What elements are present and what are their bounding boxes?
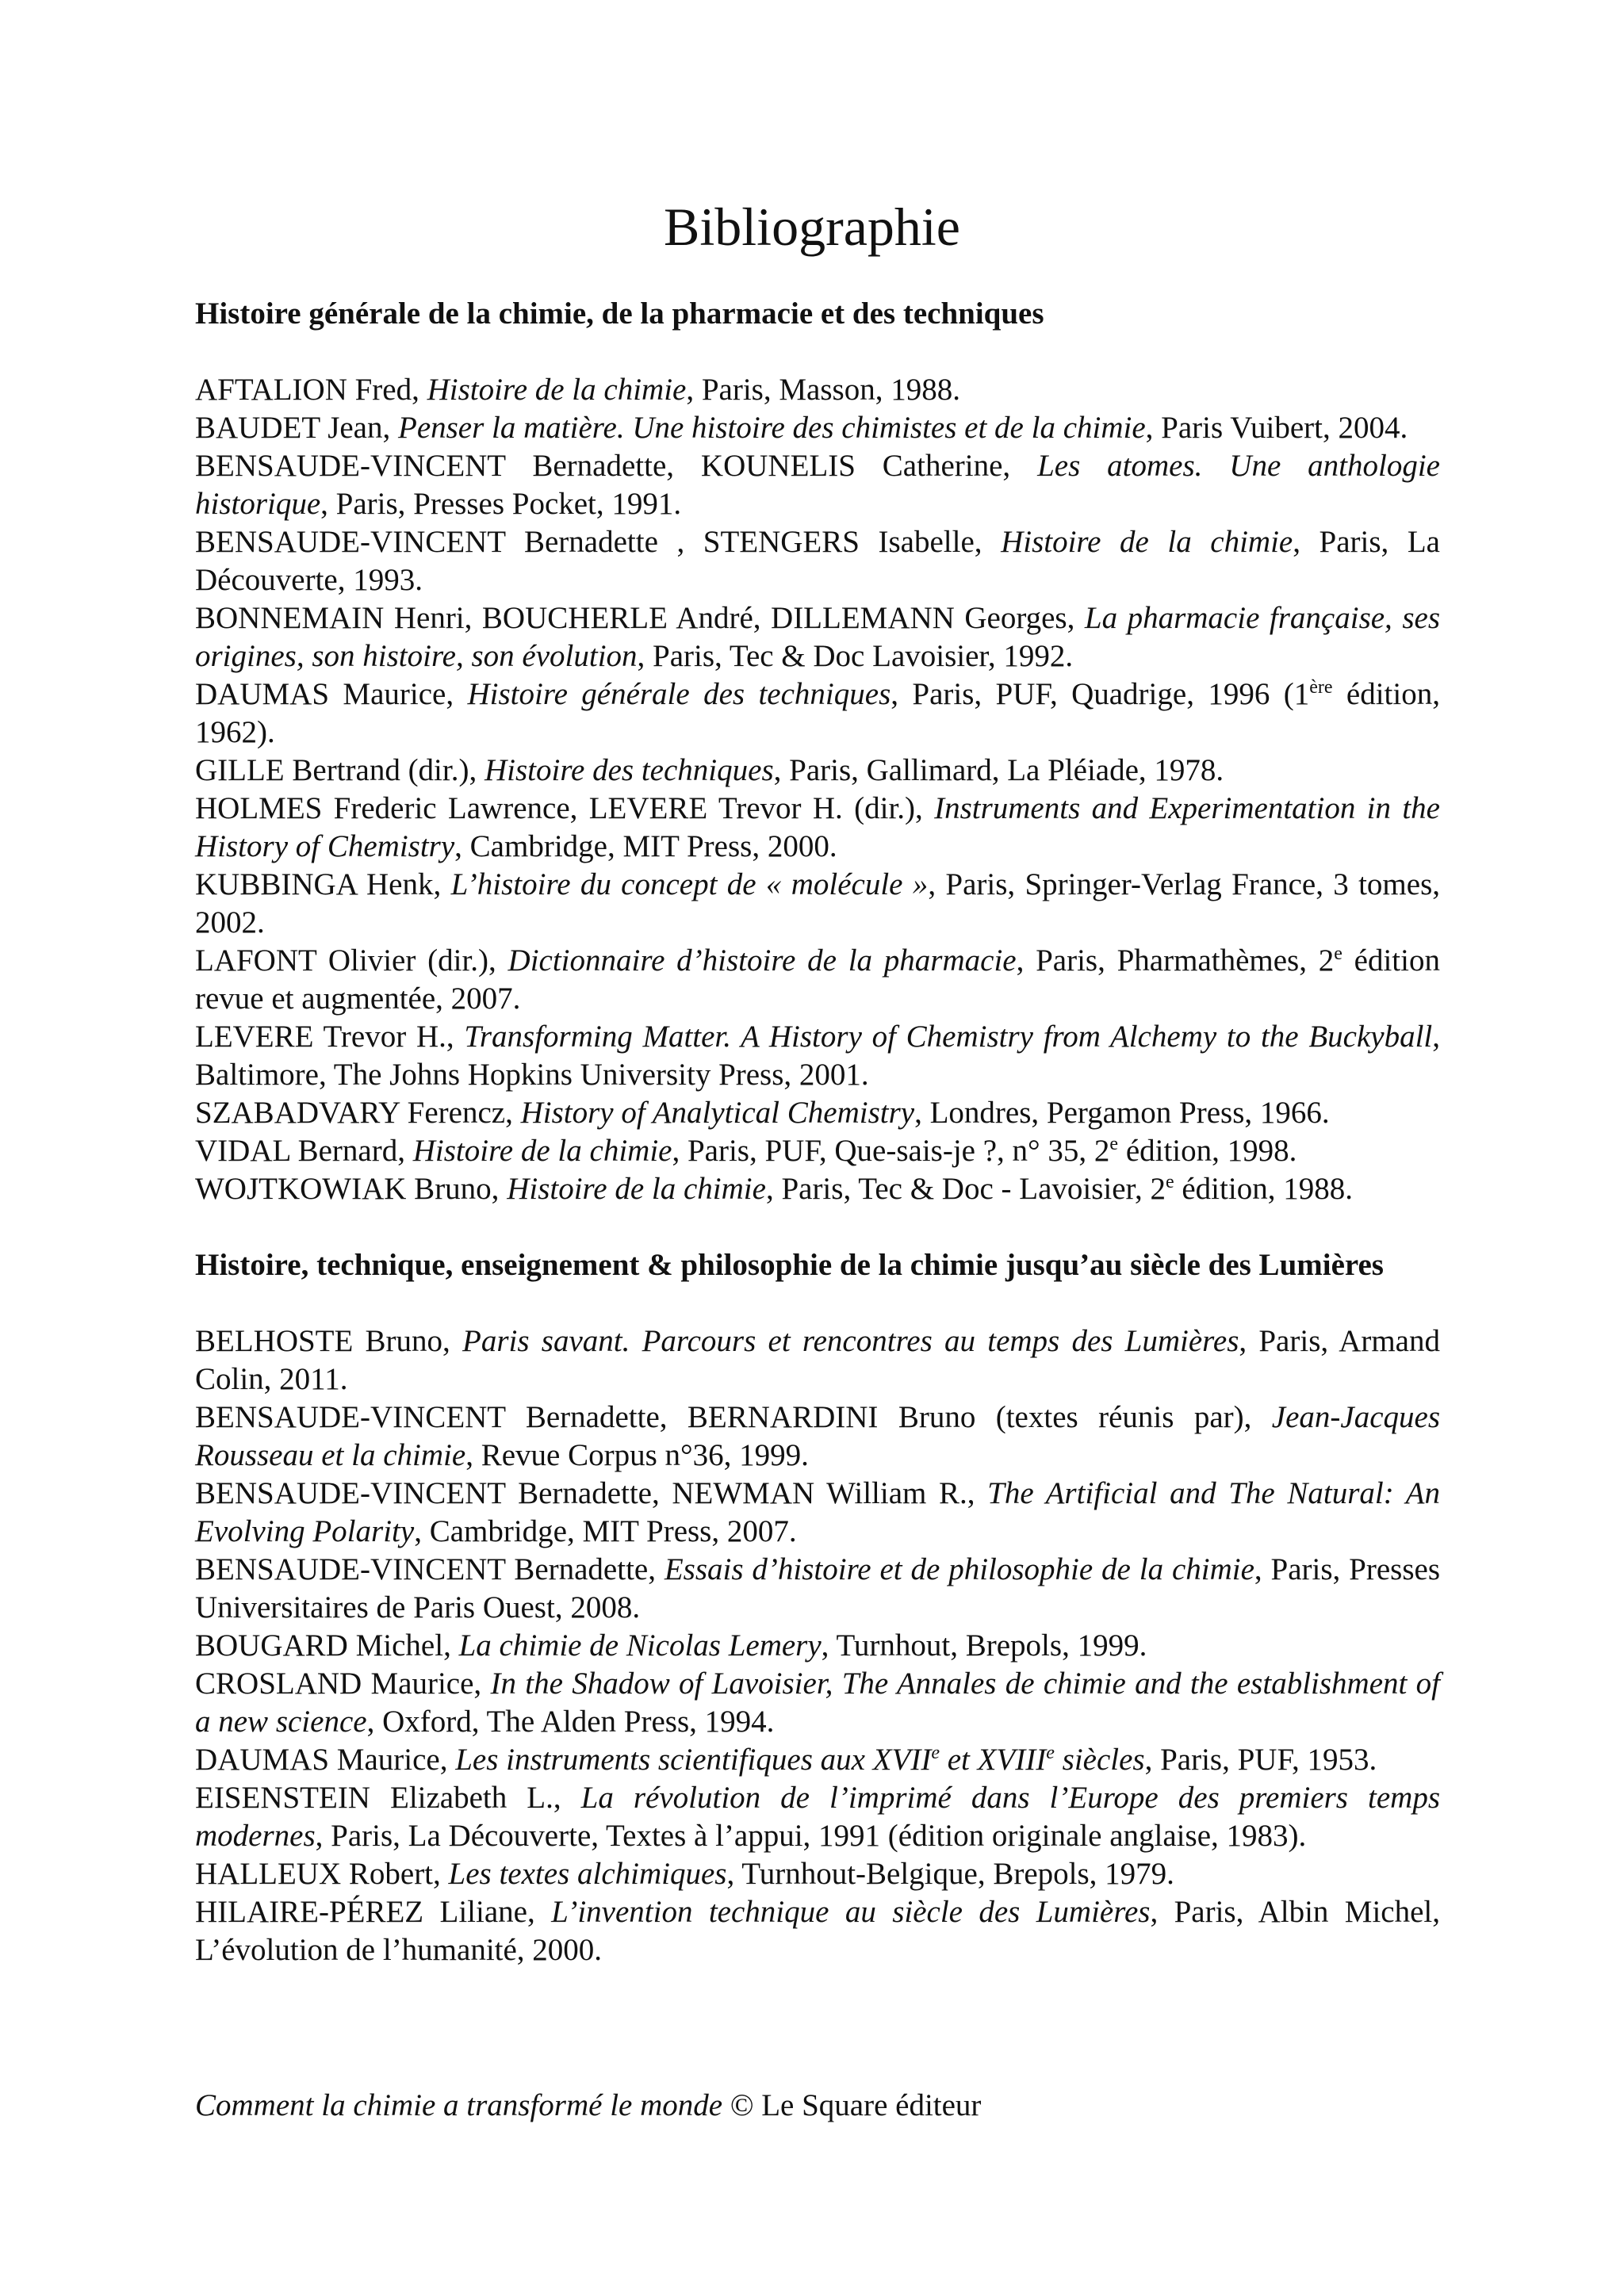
page-footer (195, 2087, 1440, 2125)
bibliography-entry (195, 1399, 1440, 1475)
entry-publication: , Paris, PUF, Quadrige, 1996 (1 (891, 677, 1310, 711)
footer-book-title: Comment la chimie a transformé le monde (195, 2088, 723, 2122)
entry-title: L’histoire du concept de « molécule » (450, 867, 929, 901)
entry-publication: , Turnhout, Brepols, 1999. (821, 1628, 1147, 1663)
bibliography-list (195, 371, 1440, 1208)
entry-author: DAUMAS Maurice, (195, 677, 468, 711)
entry-publication: , Paris, PUF, 1953. (1144, 1743, 1377, 1777)
entry-title: La révolution de l’imprimé dans l’Europe des premiers temps modernes (195, 1781, 1441, 1853)
entry-author: SZABADVARY Ferencz, (195, 1096, 521, 1130)
bibliography-entry (195, 1170, 1440, 1208)
entry-publication: , Paris, Springer-Verlag France, 3 tomes, 2002. (195, 867, 1440, 939)
entry-author: BENSAUDE-VINCENT Bernadette, KOUNELIS Catherine, (195, 449, 1038, 483)
heading-spacer (195, 1284, 1440, 1322)
bibliography-content (195, 295, 1440, 1969)
entry-author: HILAIRE-PÉREZ Liliane, (195, 1895, 552, 1929)
section-spacer (195, 1208, 1440, 1246)
bibliography-entry (195, 1094, 1440, 1132)
bibliography-entry (195, 447, 1440, 523)
bibliography-entry (195, 1322, 1440, 1399)
entry-publication: , Paris, Gallimard, La Pléiade, 1978. (773, 753, 1224, 787)
bibliography-entry (195, 1132, 1440, 1170)
entry-publication: , Paris, Pharmathèmes, 2 (1016, 943, 1335, 978)
bibliography-entry (195, 1741, 1440, 1779)
entry-author: HOLMES Frederic Lawrence, LEVERE Trevor H. (dir.), (195, 791, 935, 825)
entry-publication: , Cambridge, MIT Press, 2007. (414, 1514, 797, 1548)
entry-author: BENSAUDE-VINCENT Bernadette, (195, 1552, 665, 1586)
entry-title-superscript: e (1046, 1743, 1055, 1763)
entry-title: The Artificial and The Natural: An Evolving Polarity (195, 1476, 1440, 1548)
bibliography-entry (195, 409, 1440, 447)
entry-publication: , Baltimore, The Johns Hopkins University Press, 2001. (195, 1020, 1440, 1092)
entry-title: L’invention technique au siècle des Lumières (551, 1895, 1151, 1929)
entry-author: KUBBINGA Henk, (195, 867, 451, 901)
entry-publication: , Paris, Armand Colin, 2011. (195, 1324, 1440, 1396)
entry-author: DAUMAS Maurice, (195, 1743, 456, 1777)
bibliography-entry (195, 1475, 1440, 1551)
entry-publication: , Revue Corpus n°36, 1999. (465, 1438, 809, 1472)
bibliography-entry (195, 371, 1440, 409)
section-heading: Histoire générale de la chimie, de la pharmacie et des techniques (195, 297, 1044, 331)
bibliography-entry (195, 1627, 1440, 1665)
entry-publication: , Paris, Tec & Doc Lavoisier, 1992. (637, 639, 1074, 673)
entry-publication: , Oxford, The Alden Press, 1994. (366, 1705, 775, 1739)
entry-publication: , Paris, Albin Michel, L’évolution de l’humanité, 2000. (195, 1895, 1440, 1967)
entry-title: Les atomes. Une anthologie historique (195, 449, 1440, 521)
entry-title: Paris savant. Parcours et rencontres au temps des Lumières (462, 1324, 1239, 1358)
entry-publication: , Paris, Presses Universitaires de Paris Ouest, 2008. (195, 1552, 1440, 1624)
entry-author: WOJTKOWIAK Bruno, (195, 1172, 508, 1206)
entry-title: La pharmacie française, ses origines, son histoire, son évolution (195, 601, 1440, 673)
bibliography-sections (195, 295, 1440, 1969)
bibliography-entry (195, 790, 1440, 866)
entry-title: Instruments and Experimentation in the History of Chemistry (195, 791, 1440, 863)
entry-title: In the Shadow of Lavoisier, The Annales de chimie and the establishment of a new science (195, 1667, 1440, 1739)
entry-publication: , Paris, La Découverte, 1993. (195, 525, 1440, 597)
bibliography-entry (195, 752, 1440, 790)
entry-superscript: ère (1309, 677, 1333, 698)
entry-title: Les instruments scientifiques aux XVII (455, 1743, 932, 1777)
entry-title-superscript: e (931, 1743, 940, 1763)
entry-publication-continued: édition, 1998. (1118, 1134, 1297, 1168)
entry-publication: , Paris, Masson, 1988. (686, 373, 960, 407)
entry-title: Histoire générale des techniques (467, 677, 891, 711)
entry-publication: , Cambridge, MIT Press, 2000. (454, 829, 837, 863)
footer-publisher: © Le Square éditeur (722, 2088, 982, 2122)
entry-title: Dictionnaire d’histoire de la pharmacie (508, 943, 1017, 978)
bibliography-entry (195, 866, 1440, 942)
entry-title: Histoire de la chimie (1001, 525, 1293, 559)
entry-author: BENSAUDE-VINCENT Bernadette, BERNARDINI Bruno (textes réunis par), (195, 1400, 1272, 1434)
entry-publication-continued: édition, 1988. (1174, 1172, 1353, 1206)
entry-title: Penser la matière. Une histoire des chimistes et de la chimie (398, 411, 1146, 445)
bibliography-entry (195, 1665, 1440, 1741)
entry-author: BELHOSTE Bruno, (195, 1324, 463, 1358)
entry-author: BONNEMAIN Henri, BOUCHERLE André, DILLEMANN Georges, (195, 601, 1085, 635)
entry-author: HALLEUX Robert, (195, 1857, 449, 1891)
entry-publication: , Paris Vuibert, 2004. (1145, 411, 1408, 445)
entry-author: LAFONT Olivier (dir.), (195, 943, 508, 978)
bibliography-entry (195, 599, 1440, 675)
entry-author: LEVERE Trevor H., (195, 1020, 465, 1054)
bibliography-entry (195, 523, 1440, 599)
bibliography-entry (195, 1779, 1440, 1855)
entry-author: CROSLAND Maurice, (195, 1667, 491, 1701)
entry-author: BAUDET Jean, (195, 411, 398, 445)
entry-title: Histoire de la chimie (412, 1134, 672, 1168)
heading-spacer (195, 333, 1440, 371)
entry-author: EISENSTEIN Elizabeth L., (195, 1781, 581, 1815)
entry-author: GILLE Bertrand (dir.), (195, 753, 485, 787)
entry-title: Histoire de la chimie (427, 373, 687, 407)
entry-author: VIDAL Bernard, (195, 1134, 413, 1168)
bibliography-entry (195, 675, 1440, 752)
entry-title: Essais d’histoire et de philosophie de la chimie (664, 1552, 1254, 1586)
bibliography-entry (195, 942, 1440, 1018)
entry-title: Histoire de la chimie (507, 1172, 766, 1206)
entry-title: History of Analytical Chemistry (520, 1096, 915, 1130)
bibliography-entry (195, 1855, 1440, 1893)
entry-publication: , Turnhout-Belgique, Brepols, 1979. (726, 1857, 1174, 1891)
entry-title-continued: et XVIII (939, 1743, 1047, 1777)
bibliography-entry (195, 1551, 1440, 1627)
entry-publication: , Paris, Presses Pocket, 1991. (320, 487, 682, 521)
entry-publication: , Londres, Pergamon Press, 1966. (914, 1096, 1330, 1130)
entry-publication-continued: édition revue et augmentée, 2007. (195, 943, 1440, 1016)
bibliography-entry (195, 1018, 1440, 1094)
entry-author: AFTALION Fred, (195, 373, 427, 407)
bibliography-entry (195, 1893, 1440, 1969)
entry-title: Jean-Jacques Rousseau et la chimie (195, 1400, 1440, 1472)
entry-title: Les textes alchimiques (448, 1857, 727, 1891)
entry-title-continued: siècles (1054, 1743, 1145, 1777)
entry-title: Transforming Matter. A History of Chemistry from Alchemy to the Buckyball (464, 1020, 1433, 1054)
entry-author: BENSAUDE-VINCENT Bernadette, NEWMAN William R., (195, 1476, 988, 1510)
entry-publication: , Paris, La Découverte, Textes à l’appui, 1991 (édition originale anglaise, 1983). (315, 1819, 1307, 1853)
entry-title: La chimie de Nicolas Lemery (458, 1628, 822, 1663)
entry-author: BOUGARD Michel, (195, 1628, 459, 1663)
entry-superscript: e (1165, 1172, 1174, 1192)
entry-superscript: e (1334, 943, 1342, 964)
entry-superscript: e (1109, 1134, 1119, 1154)
entry-publication: , Paris, PUF, Que-sais-je ?, n° 35, 2 (672, 1134, 1110, 1168)
entry-author: BENSAUDE-VINCENT Bernadette , STENGERS Isabelle, (195, 525, 1002, 559)
section-heading: Histoire, technique, enseignement & philosophie de la chimie jusqu’au siècle des Lumières (195, 1248, 1384, 1282)
bibliography-list (195, 1322, 1440, 1969)
entry-publication: , Paris, Tec & Doc - Lavoisier, 2 (765, 1172, 1166, 1206)
page-title: Bibliographie (664, 197, 960, 257)
entry-publication-continued: édition, 1962). (195, 677, 1440, 749)
entry-title: Histoire des techniques (484, 753, 774, 787)
